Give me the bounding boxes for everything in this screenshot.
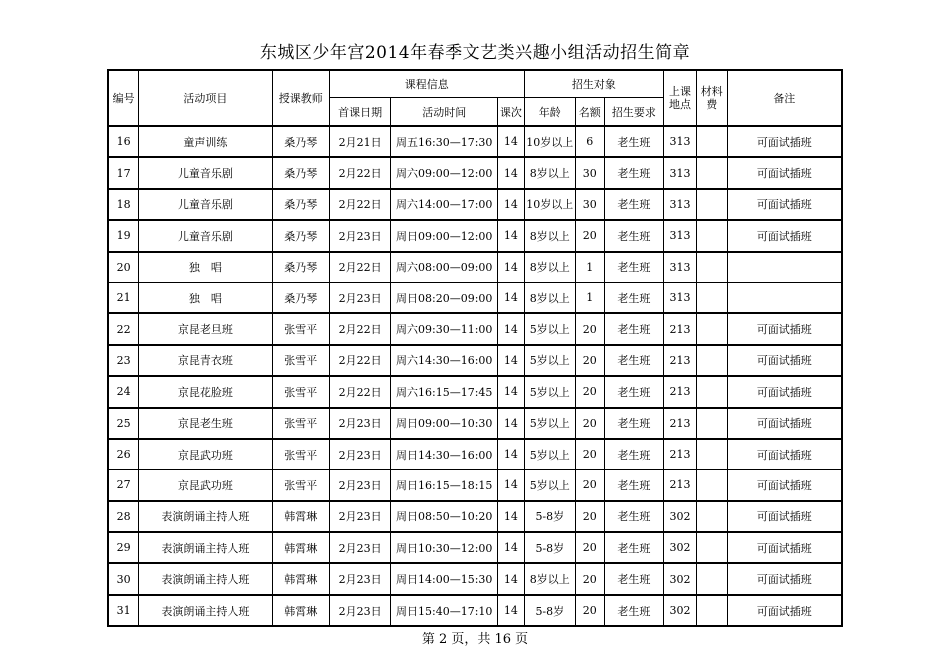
cell-requirement: 老生班 bbox=[604, 439, 663, 470]
cell-room: 313 bbox=[664, 157, 697, 188]
cell-requirement: 老生班 bbox=[604, 376, 663, 407]
cell-note: 可面试插班 bbox=[727, 313, 842, 344]
cell-room: 213 bbox=[664, 408, 697, 439]
cell-time: 周六16:15—17:45 bbox=[391, 376, 498, 407]
cell-teacher: 桑乃琴 bbox=[272, 220, 329, 251]
cell-note: 可面试插班 bbox=[727, 220, 842, 251]
cell-quota: 20 bbox=[575, 220, 604, 251]
cell-activity: 儿童音乐剧 bbox=[139, 157, 272, 188]
header-room: 上课地点 bbox=[664, 70, 697, 126]
cell-quota: 6 bbox=[575, 126, 604, 157]
cell-age: 5岁以上 bbox=[524, 408, 575, 439]
header-sessions: 课次 bbox=[498, 98, 525, 127]
cell-teacher: 韩霄琳 bbox=[272, 532, 329, 563]
cell-first-date: 2月21日 bbox=[329, 126, 391, 157]
cell-first-date: 2月22日 bbox=[329, 345, 391, 376]
cell-activity: 京昆老旦班 bbox=[139, 313, 272, 344]
cell-note: 可面试插班 bbox=[727, 157, 842, 188]
cell-first-date: 2月23日 bbox=[329, 595, 391, 626]
cell-no: 21 bbox=[108, 282, 139, 313]
cell-activity: 表演朗诵主持人班 bbox=[139, 595, 272, 626]
cell-age: 8岁以上 bbox=[524, 252, 575, 283]
cell-room: 302 bbox=[664, 563, 697, 594]
enrollment-table bbox=[107, 69, 843, 627]
cell-quota: 20 bbox=[575, 563, 604, 594]
cell-material bbox=[696, 345, 727, 376]
cell-quota: 20 bbox=[575, 408, 604, 439]
cell-no: 27 bbox=[108, 470, 139, 501]
cell-material bbox=[696, 126, 727, 157]
cell-quota: 30 bbox=[575, 157, 604, 188]
cell-no: 29 bbox=[108, 532, 139, 563]
cell-age: 8岁以上 bbox=[524, 282, 575, 313]
cell-requirement: 老生班 bbox=[604, 126, 663, 157]
cell-teacher: 张雪平 bbox=[272, 345, 329, 376]
cell-teacher: 桑乃琴 bbox=[272, 189, 329, 220]
header-time: 活动时间 bbox=[391, 98, 498, 127]
cell-time: 周六14:30—16:00 bbox=[391, 345, 498, 376]
cell-material bbox=[696, 220, 727, 251]
table-row bbox=[108, 563, 842, 594]
header-teacher: 授课教师 bbox=[272, 70, 329, 126]
cell-time: 周六08:00—09:00 bbox=[391, 252, 498, 283]
cell-no: 22 bbox=[108, 313, 139, 344]
cell-room: 302 bbox=[664, 501, 697, 532]
cell-quota: 20 bbox=[575, 376, 604, 407]
cell-time: 周日15:40—17:10 bbox=[391, 595, 498, 626]
cell-teacher: 桑乃琴 bbox=[272, 126, 329, 157]
cell-age: 10岁以上 bbox=[524, 189, 575, 220]
cell-requirement: 老生班 bbox=[604, 252, 663, 283]
cell-requirement: 老生班 bbox=[604, 532, 663, 563]
cell-no: 24 bbox=[108, 376, 139, 407]
cell-sessions: 14 bbox=[498, 532, 525, 563]
header-requirement: 招生要求 bbox=[604, 98, 663, 127]
cell-time: 周日09:00—10:30 bbox=[391, 408, 498, 439]
cell-material bbox=[696, 439, 727, 470]
header-material: 材料费 bbox=[696, 70, 727, 126]
table-row bbox=[108, 408, 842, 439]
table-row bbox=[108, 252, 842, 283]
cell-requirement: 老生班 bbox=[604, 282, 663, 313]
cell-sessions: 14 bbox=[498, 282, 525, 313]
cell-first-date: 2月23日 bbox=[329, 282, 391, 313]
cell-no: 23 bbox=[108, 345, 139, 376]
cell-teacher: 韩霄琳 bbox=[272, 501, 329, 532]
cell-quota: 20 bbox=[575, 345, 604, 376]
cell-quota: 20 bbox=[575, 501, 604, 532]
cell-no: 28 bbox=[108, 501, 139, 532]
cell-age: 5-8岁 bbox=[524, 595, 575, 626]
cell-sessions: 14 bbox=[498, 126, 525, 157]
cell-material bbox=[696, 595, 727, 626]
cell-first-date: 2月23日 bbox=[329, 501, 391, 532]
cell-sessions: 14 bbox=[498, 595, 525, 626]
cell-note: 可面试插班 bbox=[727, 345, 842, 376]
table-row bbox=[108, 470, 842, 501]
cell-activity: 独 唱 bbox=[139, 252, 272, 283]
cell-requirement: 老生班 bbox=[604, 595, 663, 626]
cell-activity: 表演朗诵主持人班 bbox=[139, 532, 272, 563]
cell-note: 可面试插班 bbox=[727, 470, 842, 501]
cell-activity: 儿童音乐剧 bbox=[139, 189, 272, 220]
cell-teacher: 张雪平 bbox=[272, 470, 329, 501]
table-row bbox=[108, 313, 842, 344]
cell-first-date: 2月22日 bbox=[329, 252, 391, 283]
cell-room: 313 bbox=[664, 282, 697, 313]
cell-activity: 京昆武功班 bbox=[139, 470, 272, 501]
table-body bbox=[108, 126, 842, 626]
cell-note: 可面试插班 bbox=[727, 439, 842, 470]
table-row bbox=[108, 157, 842, 188]
cell-note bbox=[727, 252, 842, 283]
cell-teacher: 张雪平 bbox=[272, 408, 329, 439]
cell-requirement: 老生班 bbox=[604, 189, 663, 220]
header-no: 编号 bbox=[108, 70, 139, 126]
cell-age: 8岁以上 bbox=[524, 157, 575, 188]
cell-activity: 京昆老生班 bbox=[139, 408, 272, 439]
table-row bbox=[108, 282, 842, 313]
cell-teacher: 桑乃琴 bbox=[272, 157, 329, 188]
cell-sessions: 14 bbox=[498, 376, 525, 407]
table-row bbox=[108, 376, 842, 407]
cell-first-date: 2月23日 bbox=[329, 439, 391, 470]
cell-room: 313 bbox=[664, 189, 697, 220]
cell-age: 5岁以上 bbox=[524, 470, 575, 501]
cell-first-date: 2月22日 bbox=[329, 313, 391, 344]
cell-first-date: 2月23日 bbox=[329, 220, 391, 251]
cell-age: 5岁以上 bbox=[524, 439, 575, 470]
cell-requirement: 老生班 bbox=[604, 345, 663, 376]
cell-requirement: 老生班 bbox=[604, 501, 663, 532]
cell-sessions: 14 bbox=[498, 157, 525, 188]
cell-first-date: 2月23日 bbox=[329, 470, 391, 501]
header-quota: 名额 bbox=[575, 98, 604, 127]
cell-no: 31 bbox=[108, 595, 139, 626]
cell-activity: 京昆武功班 bbox=[139, 439, 272, 470]
table-row bbox=[108, 126, 842, 157]
cell-requirement: 老生班 bbox=[604, 470, 663, 501]
cell-room: 302 bbox=[664, 595, 697, 626]
header-first-date: 首课日期 bbox=[329, 98, 391, 127]
cell-room: 302 bbox=[664, 532, 697, 563]
cell-first-date: 2月23日 bbox=[329, 532, 391, 563]
cell-quota: 1 bbox=[575, 282, 604, 313]
cell-activity: 独 唱 bbox=[139, 282, 272, 313]
cell-sessions: 14 bbox=[498, 313, 525, 344]
cell-sessions: 14 bbox=[498, 470, 525, 501]
cell-no: 20 bbox=[108, 252, 139, 283]
cell-time: 周六09:30—11:00 bbox=[391, 313, 498, 344]
cell-note: 可面试插班 bbox=[727, 595, 842, 626]
cell-material bbox=[696, 470, 727, 501]
cell-note: 可面试插班 bbox=[727, 408, 842, 439]
cell-room: 213 bbox=[664, 313, 697, 344]
cell-requirement: 老生班 bbox=[604, 220, 663, 251]
cell-activity: 表演朗诵主持人班 bbox=[139, 501, 272, 532]
cell-no: 30 bbox=[108, 563, 139, 594]
cell-sessions: 14 bbox=[498, 501, 525, 532]
header-note: 备注 bbox=[727, 70, 842, 126]
cell-material bbox=[696, 501, 727, 532]
cell-no: 17 bbox=[108, 157, 139, 188]
cell-sessions: 14 bbox=[498, 252, 525, 283]
cell-note: 可面试插班 bbox=[727, 532, 842, 563]
cell-material bbox=[696, 189, 727, 220]
cell-material bbox=[696, 252, 727, 283]
cell-teacher: 韩霄琳 bbox=[272, 563, 329, 594]
cell-time: 周六09:00—12:00 bbox=[391, 157, 498, 188]
cell-activity: 儿童音乐剧 bbox=[139, 220, 272, 251]
cell-teacher: 桑乃琴 bbox=[272, 252, 329, 283]
cell-teacher: 张雪平 bbox=[272, 313, 329, 344]
cell-activity: 京昆花脸班 bbox=[139, 376, 272, 407]
table-row bbox=[108, 189, 842, 220]
cell-teacher: 张雪平 bbox=[272, 376, 329, 407]
cell-first-date: 2月23日 bbox=[329, 563, 391, 594]
header-course-info: 课程信息 bbox=[329, 70, 524, 98]
cell-time: 周日09:00—12:00 bbox=[391, 220, 498, 251]
cell-age: 5岁以上 bbox=[524, 376, 575, 407]
cell-time: 周六14:00—17:00 bbox=[391, 189, 498, 220]
cell-age: 10岁以上 bbox=[524, 126, 575, 157]
cell-material bbox=[696, 532, 727, 563]
cell-time: 周日14:30—16:00 bbox=[391, 439, 498, 470]
cell-requirement: 老生班 bbox=[604, 563, 663, 594]
cell-room: 313 bbox=[664, 252, 697, 283]
cell-no: 16 bbox=[108, 126, 139, 157]
cell-time: 周日10:30—12:00 bbox=[391, 532, 498, 563]
cell-material bbox=[696, 282, 727, 313]
cell-quota: 1 bbox=[575, 252, 604, 283]
cell-age: 5-8岁 bbox=[524, 501, 575, 532]
cell-teacher: 桑乃琴 bbox=[272, 282, 329, 313]
cell-no: 18 bbox=[108, 189, 139, 220]
cell-requirement: 老生班 bbox=[604, 157, 663, 188]
cell-material bbox=[696, 563, 727, 594]
cell-note: 可面试插班 bbox=[727, 501, 842, 532]
cell-activity: 表演朗诵主持人班 bbox=[139, 563, 272, 594]
cell-sessions: 14 bbox=[498, 408, 525, 439]
table-row bbox=[108, 595, 842, 626]
cell-activity: 童声训练 bbox=[139, 126, 272, 157]
cell-time: 周日08:20—09:00 bbox=[391, 282, 498, 313]
cell-time: 周五16:30—17:30 bbox=[391, 126, 498, 157]
cell-note: 可面试插班 bbox=[727, 189, 842, 220]
cell-time: 周日16:15—18:15 bbox=[391, 470, 498, 501]
table-row bbox=[108, 345, 842, 376]
cell-time: 周日08:50—10:20 bbox=[391, 501, 498, 532]
table-row bbox=[108, 220, 842, 251]
cell-sessions: 14 bbox=[498, 563, 525, 594]
table-row bbox=[108, 501, 842, 532]
cell-quota: 20 bbox=[575, 313, 604, 344]
cell-teacher: 张雪平 bbox=[272, 439, 329, 470]
cell-material bbox=[696, 376, 727, 407]
cell-no: 19 bbox=[108, 220, 139, 251]
cell-material bbox=[696, 408, 727, 439]
cell-note bbox=[727, 282, 842, 313]
header-target: 招生对象 bbox=[524, 70, 663, 98]
cell-activity: 京昆青衣班 bbox=[139, 345, 272, 376]
page-title: 东城区少年宫2014年春季文艺类兴趣小组活动招生简章 bbox=[259, 43, 691, 63]
cell-first-date: 2月22日 bbox=[329, 157, 391, 188]
cell-note: 可面试插班 bbox=[727, 376, 842, 407]
page-footer: 第 2 页，共 16 页 bbox=[421, 632, 529, 647]
table-row bbox=[108, 532, 842, 563]
cell-first-date: 2月22日 bbox=[329, 189, 391, 220]
cell-sessions: 14 bbox=[498, 345, 525, 376]
cell-age: 8岁以上 bbox=[524, 563, 575, 594]
cell-room: 213 bbox=[664, 439, 697, 470]
header-age: 年龄 bbox=[524, 98, 575, 127]
cell-quota: 20 bbox=[575, 439, 604, 470]
cell-quota: 20 bbox=[575, 470, 604, 501]
cell-age: 5-8岁 bbox=[524, 532, 575, 563]
cell-first-date: 2月23日 bbox=[329, 408, 391, 439]
cell-no: 25 bbox=[108, 408, 139, 439]
cell-no: 26 bbox=[108, 439, 139, 470]
cell-room: 213 bbox=[664, 376, 697, 407]
cell-requirement: 老生班 bbox=[604, 408, 663, 439]
cell-quota: 20 bbox=[575, 532, 604, 563]
cell-room: 213 bbox=[664, 345, 697, 376]
cell-room: 213 bbox=[664, 470, 697, 501]
cell-teacher: 韩霄琳 bbox=[272, 595, 329, 626]
cell-room: 313 bbox=[664, 220, 697, 251]
cell-quota: 20 bbox=[575, 595, 604, 626]
cell-sessions: 14 bbox=[498, 220, 525, 251]
cell-note: 可面试插班 bbox=[727, 126, 842, 157]
cell-sessions: 14 bbox=[498, 439, 525, 470]
cell-first-date: 2月22日 bbox=[329, 376, 391, 407]
cell-quota: 30 bbox=[575, 189, 604, 220]
cell-material bbox=[696, 313, 727, 344]
cell-material bbox=[696, 157, 727, 188]
cell-room: 313 bbox=[664, 126, 697, 157]
cell-age: 5岁以上 bbox=[524, 345, 575, 376]
cell-age: 5岁以上 bbox=[524, 313, 575, 344]
cell-age: 8岁以上 bbox=[524, 220, 575, 251]
cell-sessions: 14 bbox=[498, 189, 525, 220]
header-activity: 活动项目 bbox=[139, 70, 272, 126]
table-row bbox=[108, 439, 842, 470]
cell-note: 可面试插班 bbox=[727, 563, 842, 594]
cell-requirement: 老生班 bbox=[604, 313, 663, 344]
cell-time: 周日14:00—15:30 bbox=[391, 563, 498, 594]
